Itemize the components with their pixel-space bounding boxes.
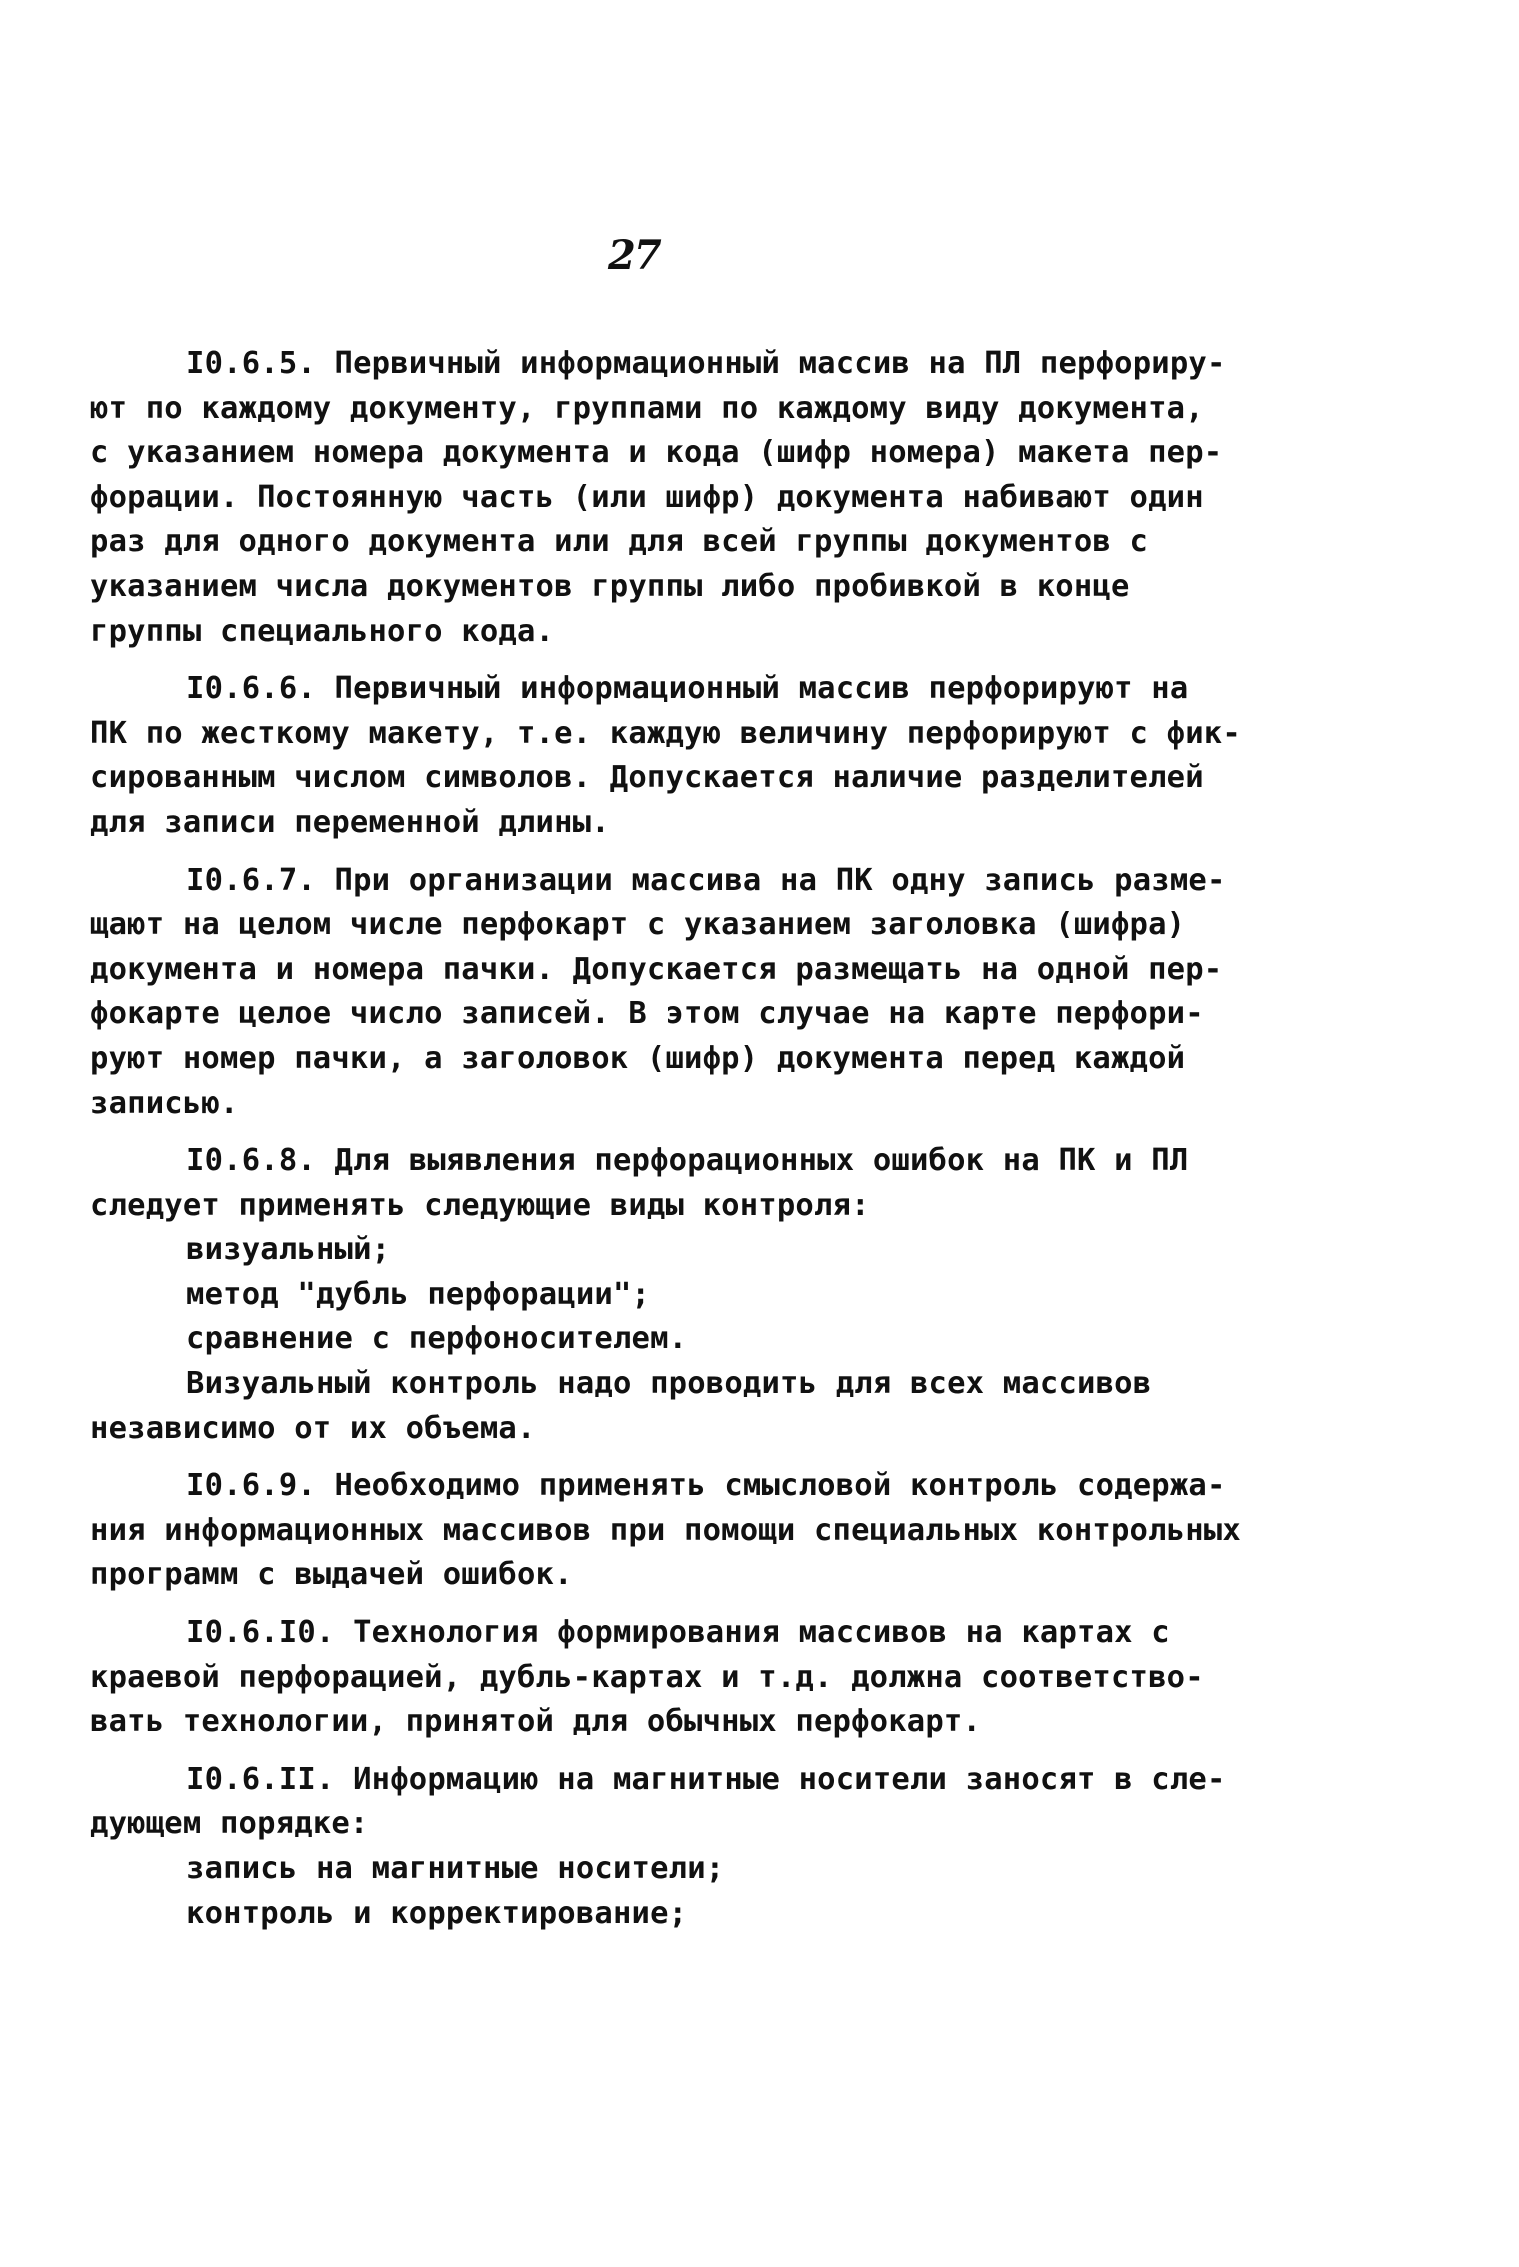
text-line: вать технологии, принятой для обычных перфокарт. <box>90 1704 982 1740</box>
text-line: записью. <box>90 1085 239 1121</box>
text-line: группы специального кода. <box>90 613 555 649</box>
text-line: сравнение с перфоносителем. <box>186 1321 688 1357</box>
text-line: форации. Постоянную часть (или шифр) документа набивают один <box>90 479 1204 515</box>
page-number: 27 <box>608 232 660 279</box>
text-line: программ с выдачей ошибок. <box>90 1557 573 1593</box>
text-line: Визуальный контроль надо проводить для всех массивов <box>186 1366 1152 1402</box>
text-line: раз для одного документа или для всей группы документов с <box>90 524 1149 560</box>
text-line: I0.6.5. Первичный информационный массив на ПЛ перфориру- <box>186 346 1226 381</box>
text-line: для записи переменной длины. <box>90 804 610 840</box>
text-line: ния информационных массивов при помощи специальных контрольных <box>90 1512 1241 1548</box>
paragraph-gap <box>90 1451 1270 1464</box>
text-line: сированным числом символов. Допускается наличие разделителей <box>90 760 1204 796</box>
paragraph-gap <box>90 1745 1270 1758</box>
text-line: I0.6.7. При организации массива на ПК одну запись разме- <box>186 862 1226 898</box>
text-line: следует применять следующие виды контроля: <box>90 1187 870 1223</box>
text-line: независимо от их объема. <box>90 1410 536 1446</box>
paragraph-gap <box>90 1126 1270 1139</box>
text-line: визуальный; <box>186 1232 391 1268</box>
text-line: щают на целом числе перфокарт с указанием заголовка (шифра) <box>90 907 1186 943</box>
text-line: руют номер пачки, а заголовок (шифр) документа перед каждой <box>90 1040 1186 1076</box>
text-line: I0.6.I0. Технология формирования массивов на картах с <box>186 1615 1170 1651</box>
text-line: запись на магнитные носители; <box>186 1851 725 1886</box>
text-line: I0.6.8. Для выявления перфорационных ошибок на ПК и ПЛ <box>186 1143 1189 1179</box>
text-line: фокарте целое число записей. В этом случае на карте перфори- <box>90 996 1204 1032</box>
text-line: I0.6.II. Информацию на магнитные носители заносят в сле- <box>186 1761 1226 1797</box>
text-line: контроль и корректирование; <box>186 1895 688 1931</box>
text-line: указанием числа документов группы либо пробивкой в конце <box>90 568 1130 604</box>
paragraph-gap <box>90 654 1270 667</box>
body-text <box>90 342 1270 1936</box>
text-line: ют по каждому документу, группами по каждому виду документа, <box>90 390 1204 426</box>
text-line: краевой перфорацией, дубль-картах и т.д. должна соответство- <box>90 1659 1204 1695</box>
paragraph-gap <box>90 846 1270 859</box>
text-line: ПК по жесткому макету, т.е. каждую величину перфорируют с фик- <box>90 715 1241 751</box>
text-line: с указанием номера документа и кода (шифр номера) макета пер- <box>90 435 1223 471</box>
text-line: документа и номера пачки. Допускается размещать на одной пер- <box>90 951 1223 987</box>
paragraph-gap <box>90 1598 1270 1611</box>
text-line: I0.6.6. Первичный информационный массив перфорируют на <box>186 671 1189 707</box>
text-line: I0.6.9. Необходимо применять смысловой контроль содержа- <box>186 1468 1226 1504</box>
text-line: дующем порядке: <box>90 1806 369 1842</box>
text-line: метод "дубль перфорации"; <box>186 1276 651 1312</box>
